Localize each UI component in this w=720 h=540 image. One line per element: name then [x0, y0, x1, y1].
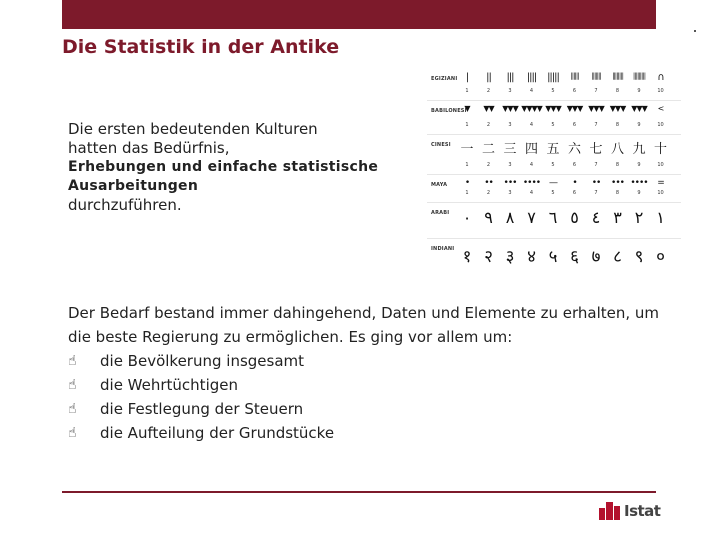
numeral-glyph: ٢ — [634, 208, 644, 227]
numeral-glyph: ▼▼▼ — [588, 104, 604, 113]
numeral-number: 10 — [657, 162, 664, 168]
numeral-glyph: ० — [656, 247, 665, 267]
footer-line — [62, 491, 656, 493]
numeral-number: 5 — [551, 122, 555, 128]
header-bar — [62, 0, 656, 29]
numeral-row-label: INDIANI — [431, 246, 455, 252]
hand-pointer-icon: ☝ — [68, 377, 77, 393]
numeral-number: 8 — [615, 88, 620, 94]
numeral-glyph: •• — [591, 178, 601, 188]
numeral-glyph: ٨ — [505, 208, 515, 227]
numeral-number: 6 — [572, 190, 577, 196]
numeral-glyph: 八 — [610, 142, 624, 157]
ancient-numerals-image — [425, 64, 683, 276]
numeral-row-divider — [427, 174, 681, 175]
numeral-number: 6 — [572, 88, 577, 94]
slide-title: Die Statistik in der Antike — [62, 36, 340, 58]
numeral-glyph: ٧ — [527, 208, 536, 227]
bullet-text: die Aufteilung der Grundstücke — [100, 424, 335, 442]
numeral-glyph: ||||||| — [591, 72, 601, 80]
numeral-number: 9 — [637, 162, 641, 168]
numeral-glyph: |||||| — [570, 72, 579, 80]
numeral-number: 2 — [486, 190, 491, 196]
numeral-number: 7 — [594, 88, 598, 94]
numeral-row-label: ARABI — [431, 210, 450, 216]
numeral-number: 4 — [529, 88, 534, 94]
body-paragraph: Der Bedarf bestand immer dahingehend, Daten und Elemente zu erhalten, um die beste Regierung zu ermöglichen. Es ging vor allem um: — [68, 304, 660, 346]
numeral-glyph: ٥ — [570, 208, 579, 227]
numeral-glyph: | — [465, 72, 469, 83]
numeral-glyph: ••• — [503, 178, 517, 188]
numeral-glyph: 十 — [653, 142, 667, 157]
numeral-glyph: • — [464, 178, 470, 188]
numeral-row-label: EGIZIANI — [431, 76, 458, 82]
numeral-number: 3 — [508, 122, 512, 128]
numeral-number: 8 — [615, 162, 620, 168]
numeral-number: 9 — [637, 88, 641, 94]
numeral-number: 3 — [508, 190, 512, 196]
numeral-glyph: < — [657, 104, 664, 113]
numeral-number: 2 — [486, 162, 491, 168]
numeral-number: 10 — [657, 122, 664, 128]
bullet-item — [68, 349, 668, 373]
numeral-glyph: ١ — [656, 208, 665, 227]
numeral-number: 7 — [594, 190, 598, 196]
numeral-glyph: ९ — [634, 247, 644, 267]
numeral-glyph: ३ — [505, 247, 515, 267]
numeral-number: 8 — [615, 190, 620, 196]
numeral-number: 9 — [637, 122, 641, 128]
numeral-glyph: || — [486, 72, 491, 83]
numeral-number: 3 — [508, 162, 512, 168]
numeral-glyph: — — [549, 178, 557, 188]
numeral-glyph: ٦ — [548, 208, 558, 227]
istat-logo-mark — [599, 502, 621, 520]
numeral-glyph: •••• — [522, 178, 541, 188]
numeral-glyph: ▼▼ — [483, 104, 494, 113]
numeral-glyph: |||| — [526, 72, 537, 83]
numeral-glyph: १ — [462, 247, 472, 267]
numeral-glyph: ▼▼▼ — [631, 104, 647, 113]
numeral-number: 2 — [486, 88, 491, 94]
numeral-row-label: CINESI — [431, 142, 451, 148]
numeral-number: 5 — [551, 190, 555, 196]
numeral-glyph: ||||| — [547, 72, 559, 83]
numeral-row-divider — [427, 202, 681, 203]
body-text — [68, 301, 668, 445]
intro-bold-text: Erhebungen und einfache statistische Ausarbeitungen — [68, 159, 379, 194]
intro-line-1: Die ersten bedeutenden Kulturen — [68, 120, 318, 138]
numeral-glyph: = — [657, 178, 664, 188]
numeral-glyph: ∩ — [657, 72, 664, 83]
numeral-glyph: • — [572, 178, 577, 188]
numeral-glyph: ٣ — [613, 208, 622, 227]
numeral-glyph: |||||||| — [612, 72, 623, 80]
numeral-number: 1 — [465, 190, 469, 196]
bullet-item — [68, 421, 668, 445]
numeral-glyph: ▼▼▼▼ — [521, 104, 542, 113]
bullet-text: die Festlegung der Steuern — [100, 400, 304, 418]
numeral-glyph: ५ — [548, 247, 558, 267]
numeral-glyph: ४ — [527, 247, 536, 267]
bullet-text: die Bevölkerung insgesamt — [100, 352, 305, 370]
istat-logo-text: Istat — [624, 502, 661, 520]
numeral-glyph: ||||||||| — [632, 72, 646, 80]
numeral-glyph: ٤ — [591, 208, 601, 227]
istat-logo — [599, 502, 660, 520]
numeral-number: 3 — [508, 88, 512, 94]
numeral-number: 1 — [465, 122, 469, 128]
numeral-number: 10 — [657, 190, 664, 196]
numeral-glyph: ७ — [591, 247, 601, 267]
numeral-row-divider — [427, 134, 681, 135]
numeral-row-label: BABILONESI — [431, 108, 467, 114]
numeral-glyph: २ — [484, 247, 493, 267]
bullet-item — [68, 373, 668, 397]
bullet-list — [68, 349, 668, 445]
numeral-number: 4 — [529, 190, 534, 196]
numeral-number: 9 — [637, 190, 641, 196]
intro-line-3: durchzuführen. — [68, 196, 182, 214]
numeral-row-divider — [427, 100, 681, 101]
numeral-glyph: 七 — [589, 142, 603, 157]
numeral-number: 5 — [551, 88, 555, 94]
numeral-glyph: ▼▼▼ — [609, 104, 626, 113]
numeral-glyph: ••• — [611, 178, 624, 188]
corner-dot — [694, 30, 696, 32]
numeral-number: 7 — [594, 162, 598, 168]
numeral-glyph: 四 — [524, 142, 538, 157]
numeral-number: 6 — [572, 162, 577, 168]
numeral-glyph: 六 — [567, 142, 581, 157]
numeral-glyph: 五 — [546, 142, 560, 157]
bullet-item — [68, 397, 668, 421]
numeral-number: 10 — [657, 88, 664, 94]
hand-pointer-icon: ☝ — [68, 353, 77, 369]
numeral-glyph: ▼▼▼ — [566, 104, 583, 113]
numeral-glyph: 九 — [632, 142, 646, 157]
hand-pointer-icon: ☝ — [68, 401, 77, 417]
bullet-text: die Wehrtüchtigen — [100, 376, 238, 394]
intro-line-2: hatten das Bedürfnis, — [68, 139, 230, 157]
numeral-row-label: MAYA — [431, 182, 448, 188]
numeral-glyph: ▼▼▼ — [545, 104, 561, 113]
numeral-glyph: 二 — [481, 142, 495, 157]
intro-text — [68, 120, 398, 215]
numeral-glyph: ٠ — [462, 208, 472, 227]
numeral-glyph: ८ — [613, 247, 622, 267]
numeral-glyph: ||| — [506, 72, 514, 83]
numeral-glyph: 三 — [503, 142, 517, 157]
numeral-glyph: •••• — [630, 178, 648, 188]
numeral-number: 4 — [529, 162, 534, 168]
numeral-number: 1 — [465, 162, 469, 168]
numeral-row-divider — [427, 238, 681, 239]
numeral-glyph: ६ — [570, 247, 579, 267]
numeral-number: 6 — [572, 122, 577, 128]
numeral-number: 4 — [529, 122, 534, 128]
numeral-glyph: 一 — [460, 142, 474, 157]
numeral-number: 5 — [551, 162, 555, 168]
hand-pointer-icon: ☝ — [68, 425, 77, 441]
numeral-glyph: •• — [484, 178, 493, 188]
numeral-number: 8 — [615, 122, 620, 128]
numeral-number: 1 — [465, 88, 469, 94]
numeral-number: 2 — [486, 122, 491, 128]
numeral-glyph: ▼ — [464, 104, 470, 113]
numeral-glyph: ٩ — [484, 208, 493, 227]
numeral-glyph: ▼▼▼ — [502, 104, 518, 113]
numeral-number: 7 — [594, 122, 598, 128]
